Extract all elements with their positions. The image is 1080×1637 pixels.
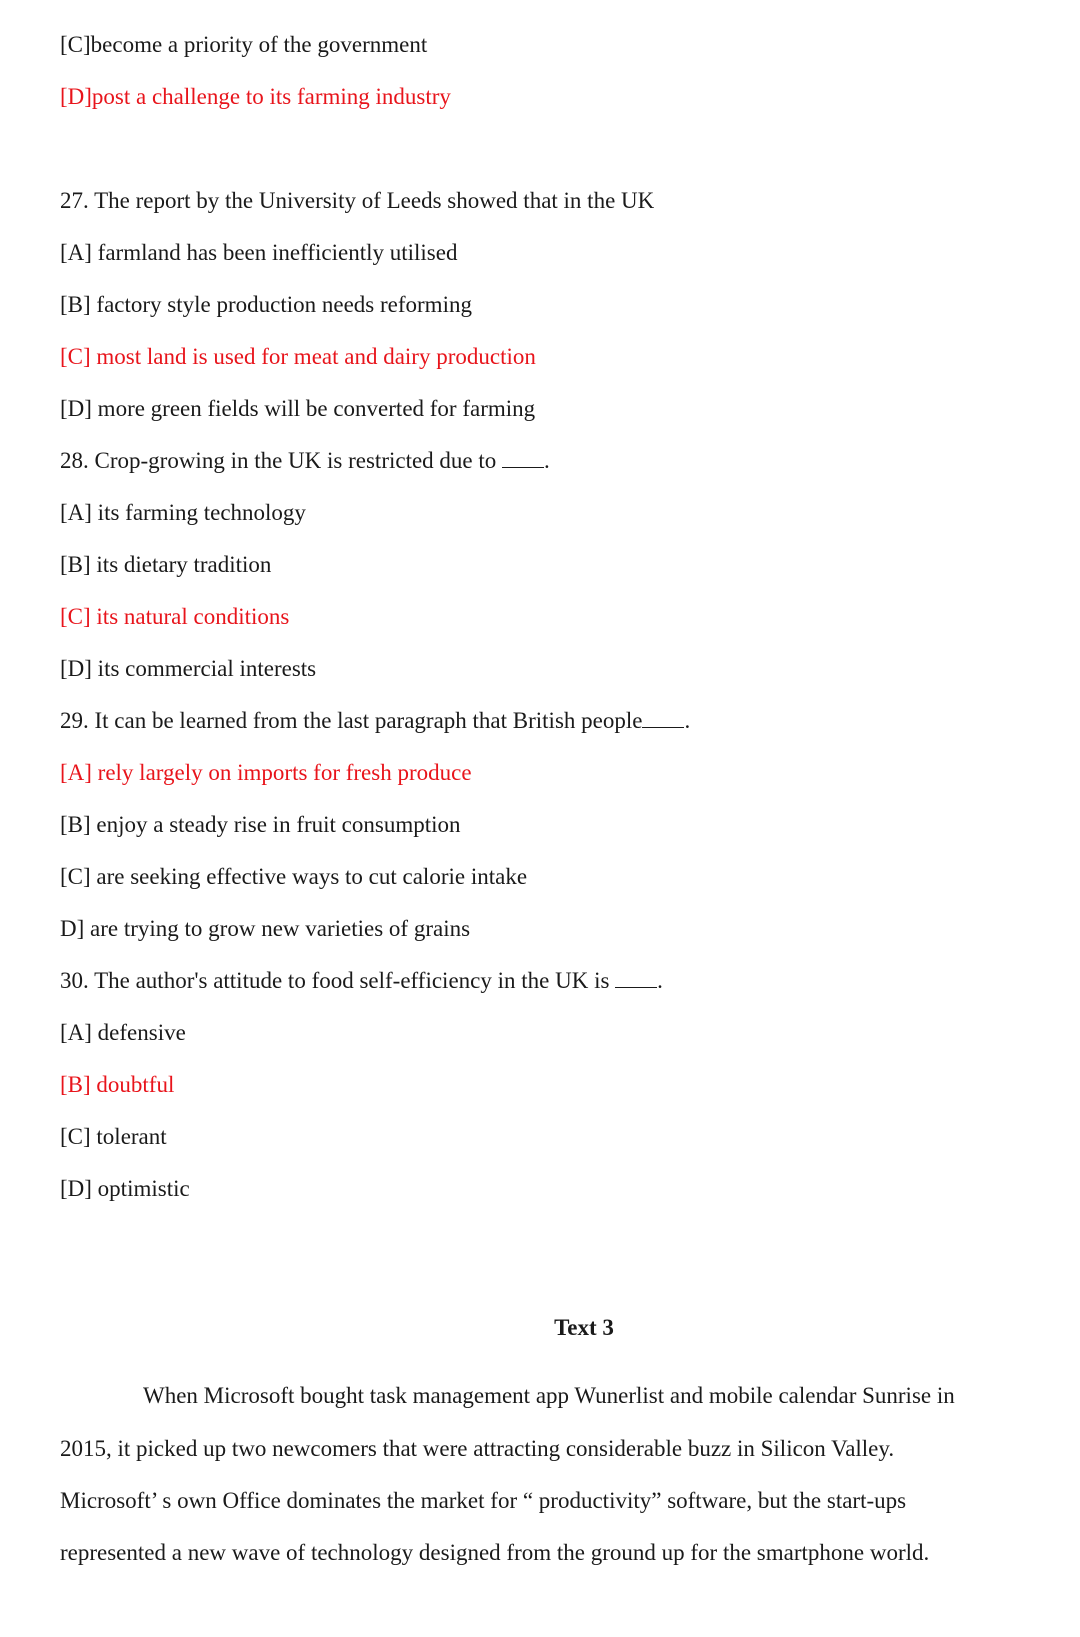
q30-option-d: [D] optimistic <box>60 1176 190 1201</box>
answer-blank <box>502 449 544 468</box>
q29-option-a: [A] rely largely on imports for fresh produce <box>60 760 472 785</box>
passage-line-3: Microsoft’ s own Office dominates the market for “ productivity” software, but the start-ups <box>60 1488 907 1513</box>
q28-stem-end: . <box>544 448 550 473</box>
q29-option-c: [C] are seeking effective ways to cut calorie intake <box>60 864 528 889</box>
q28-option-a: [A] its farming technology <box>60 500 306 525</box>
q28-stem-text: 28. Crop-growing in the UK is restricted due to <box>60 448 503 473</box>
q27-stem: 27. The report by the University of Leeds showed that in the UK <box>60 188 655 213</box>
answer-blank <box>615 969 657 988</box>
q28-option-c: [C] its natural conditions <box>60 604 290 629</box>
q26-option-c: [C]become a priority of the government <box>60 32 428 57</box>
q27-option-c: [C] most land is used for meat and dairy production <box>60 344 536 369</box>
q30-stem-end: . <box>657 968 663 993</box>
q27-option-d: [D] more green fields will be converted for farming <box>60 396 536 421</box>
q30-option-a: [A] defensive <box>60 1020 186 1045</box>
q28-option-d: [D] its commercial interests <box>60 656 317 681</box>
q28-option-b: [B] its dietary tradition <box>60 552 272 577</box>
q26-option-d: [D]post a challenge to its farming industry <box>60 84 451 109</box>
q29-stem <box>60 706 690 736</box>
q29-option-d: D] are trying to grow new varieties of grains <box>60 916 471 941</box>
q30-stem <box>60 966 663 996</box>
q30-stem-text: 30. The author's attitude to food self-efficiency in the UK is <box>60 968 616 993</box>
q29-option-b: [B] enjoy a steady rise in fruit consumption <box>60 812 461 837</box>
q30-option-b: [B] doubtful <box>60 1072 175 1097</box>
q28-stem <box>60 446 550 476</box>
passage-line-4: represented a new wave of technology designed from the ground up for the smartphone world. <box>60 1540 930 1565</box>
q29-stem-text: 29. It can be learned from the last paragraph that British people <box>60 708 643 733</box>
passage-line-2: 2015, it picked up two newcomers that were attracting considerable buzz in Silicon Valley. <box>60 1436 895 1461</box>
passage-line-1: When Microsoft bought task management app Wunerlist and mobile calendar Sunrise in <box>143 1383 955 1408</box>
q29-stem-end: . <box>684 708 691 733</box>
answer-blank <box>642 709 684 728</box>
q27-option-b: [B] factory style production needs reforming <box>60 292 472 317</box>
q30-option-c: [C] tolerant <box>60 1124 167 1149</box>
section-title: Text 3 <box>554 1315 614 1340</box>
q27-option-a: [A] farmland has been inefficiently utilised <box>60 240 458 265</box>
